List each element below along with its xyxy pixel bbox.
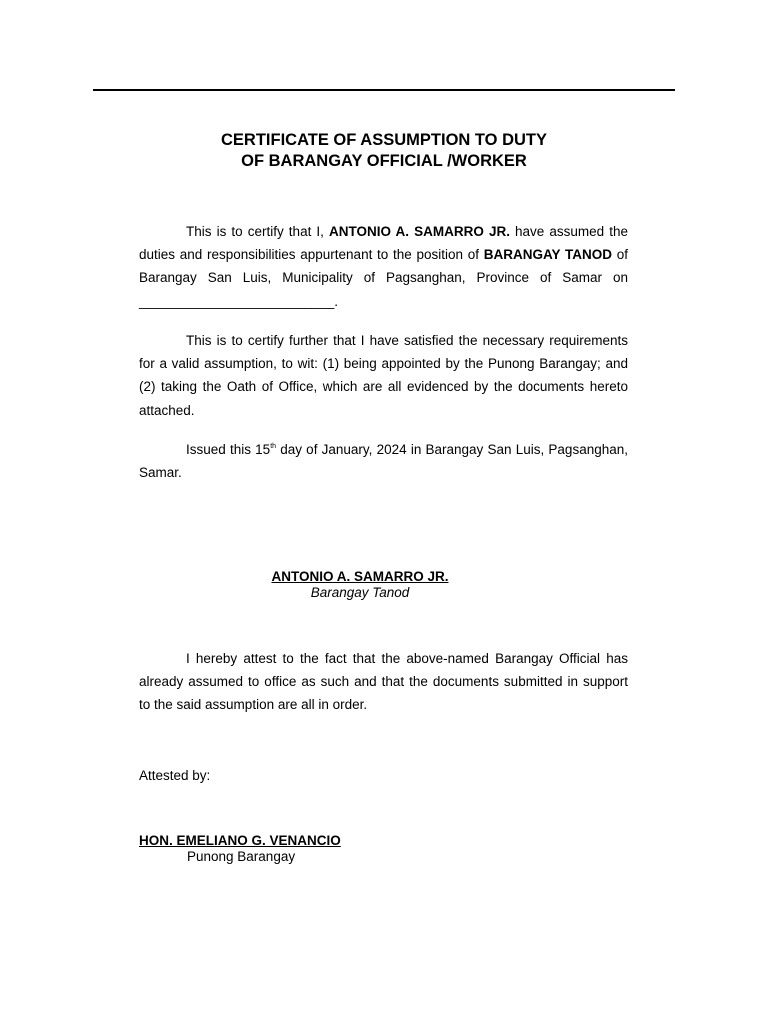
signatory-name: ANTONIO A. SAMARRO JR. [271, 569, 449, 584]
header-rule [93, 89, 675, 91]
attestation-paragraph: I hereby attest to the fact that the above-named Barangay Official has already assumed to office as such and that the documents submitted in support to the said assumption are all in order. [139, 651, 628, 713]
document-title [0, 130, 768, 172]
certification-paragraph [139, 220, 628, 313]
date-blank: __________________________ [139, 293, 335, 309]
p1-text-4: . [334, 293, 338, 309]
attester-name: HON. EMELIANO G. VENANCIO [139, 833, 341, 848]
title-line-1: CERTIFICATE OF ASSUMPTION TO DUTY [220, 131, 548, 149]
p1-text-1: This is to certify that I, [186, 224, 329, 239]
signatory-position: Barangay Tanod [310, 585, 410, 600]
official-name: ANTONIO A. SAMARRO JR. [328, 224, 510, 239]
attester-position: Punong Barangay [187, 849, 296, 864]
p1-text-3: of Barangay San Luis, Municipality of Pagsanghan, Province of Samar on [139, 247, 628, 286]
attested-by-label: Attested by: [139, 768, 211, 783]
p3-text-2: day of January, 2024 in Barangay San Luis, Pagsanghan, Samar. [139, 442, 628, 481]
p3-text-1: Issued this 15 [186, 442, 271, 457]
attester-block [139, 833, 341, 865]
p1-text-2: have assumed the duties and responsibilities appurtenant to the position of [139, 224, 629, 263]
signatory-block [0, 569, 720, 601]
issuance-paragraph [139, 438, 628, 484]
requirements-paragraph: This is to certify further that I have satisfied the necessary requirements for a valid assumption, to wit: (1) being appointed by the Punong Barangay; and (2) taking the Oath of Office, which are all evidenced by the documents hereto attached. [139, 333, 628, 418]
ordinal-suffix: th [270, 443, 277, 450]
title-line-2: OF BARANGAY OFFICIAL /WORKER [241, 152, 527, 170]
position-name: BARANGAY TANOD [483, 247, 613, 263]
